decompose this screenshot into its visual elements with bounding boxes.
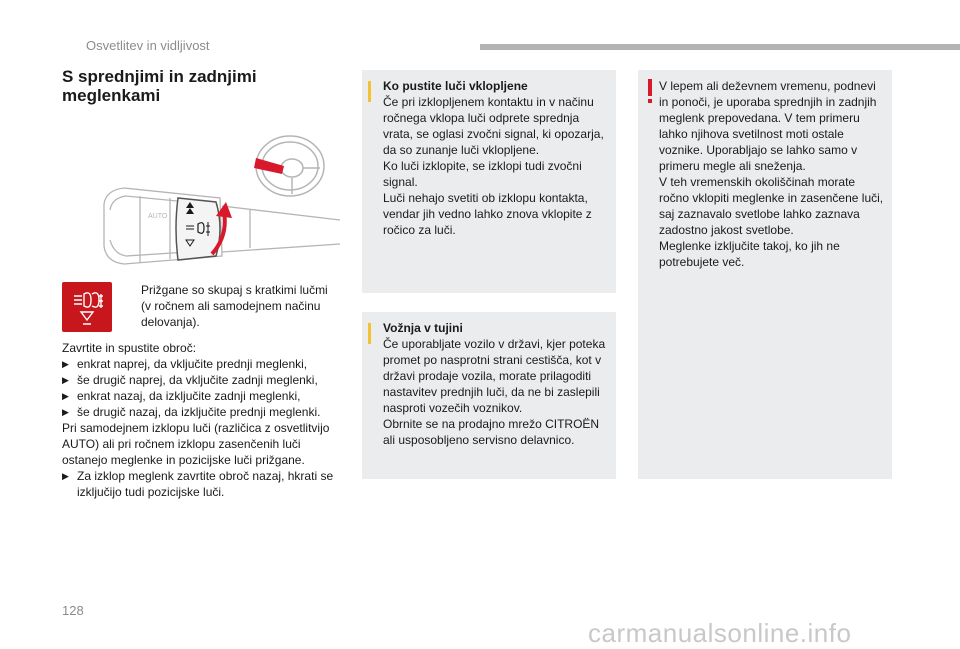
- bullet-icon: ▶: [62, 375, 69, 385]
- info-box-abroad: Vožnja v tujini Če uporabljate vozilo v državi, kjer poteka promet po nasprotni strani cestišča, kot v državi prodaje vozila, morate prilagoditi nastavitev prednjih luči, da ne bi zaslepili nasproti vozečih voznikov. Obrnite se na prodajno mrežo CITROËN ali usposobljeno servisno delavnico.: [362, 312, 616, 479]
- light-stalk-illustration: [100, 128, 340, 278]
- bullet-icon: ▶: [62, 471, 69, 481]
- fog-lights-badge: [62, 282, 112, 332]
- watermark: carmanualsonline.info: [588, 618, 852, 648]
- warning-box: V lepem ali deževnem vremenu, podnevi in ponoči, je uporaba sprednjih in zadnjih meglenk prepovedana. V tem primeru lahko njihova svetilnost moti ostale voznike. Uporabljajo se lahko samo v primeru megle ali sneženja. V teh vremenskih okoliščinah morate ročno vklopiti meglenke in zasenčene luči, saj zaznavalo svetlobe lahko zaznava zadostno jakost svetlobe. Meglenke izključite takoj, ko jih ne potrebujete več.: [638, 70, 892, 479]
- list-item: ▶ še drugič nazaj, da izključite prednji meglenki.: [62, 405, 321, 419]
- info-icon: [368, 81, 371, 102]
- auto-label: AUTO: [148, 213, 168, 220]
- list-item: ▶ enkrat nazaj, da izključite zadnji meglenki,: [62, 389, 301, 403]
- box-title: Ko pustite luči vklopljene: [383, 79, 528, 93]
- auto-note: Pri samodejnem izklopu luči (različica z osvetlitvijo AUTO) ali pri ročnem izklopu zasenčenih luči ostanejo meglenke in pozicijske luči prižgane.: [62, 421, 330, 467]
- stalk-red-icon: [254, 158, 284, 174]
- info-icon: [368, 323, 371, 344]
- badge-description: Prižgane so skupaj s kratkimi lučmi (v ročnem ali samodejnem načinu delovanja).: [141, 283, 328, 329]
- warning-icon: [648, 79, 652, 103]
- bullet-icon: ▶: [62, 391, 69, 401]
- list-item: ▶ še drugič naprej, da vključite zadnji meglenki,: [62, 373, 318, 387]
- section-header: Osvetlitev in vidljivost: [86, 38, 210, 53]
- box-title: Vožnja v tujini: [383, 321, 463, 335]
- list-item: ▶ enkrat naprej, da vključite prednji meglenki,: [62, 357, 308, 371]
- list-item: ▶ Za izklop meglenk zavrtite obroč nazaj, hkrati se izključijo tudi pozicijske luči.: [62, 469, 334, 499]
- bullet-icon: ▶: [62, 407, 69, 417]
- header-bar: [480, 44, 960, 50]
- page-number: 128: [62, 603, 84, 618]
- instructions: [62, 340, 342, 500]
- info-box-lights-on: Ko pustite luči vklopljene Če pri izklopljenem kontaktu in v načinu ročnega vklopa luči odprete sprednja vrata, se oglasi zvočni signal, ki opozarja, da so zunanje luči vklopljene. Ko luči izklopite, se izklopi tudi zvočni signal. Luči nehajo svetiti ob izklopu kontakta, vendar jih vedno lahko znova vklopite z ročico za luči.: [362, 70, 616, 293]
- bullet-icon: ▶: [62, 359, 69, 369]
- page-title: S sprednjimi in zadnjimi meglenkami: [62, 67, 257, 105]
- fog-lights-icon: [62, 282, 112, 332]
- steps-intro: Zavrtite in spustite obroč:: [62, 341, 197, 355]
